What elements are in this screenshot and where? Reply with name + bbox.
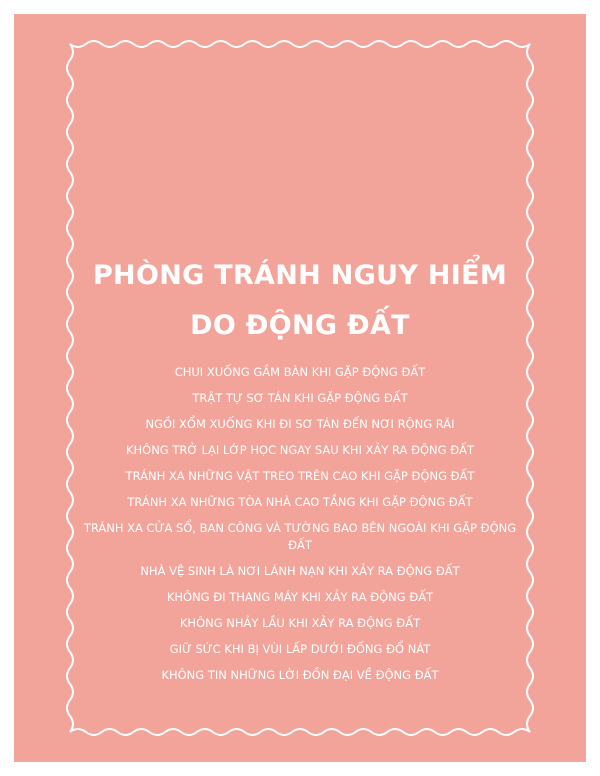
tip-item: KHÔNG TRỞ LẠI LỚP HỌC NGAY SAU KHI XẢY RA ĐỘNG ĐẤT: [125, 443, 475, 457]
tip-item: TRÁNH XA NHỮNG TÒA NHÀ CAO TẦNG KHI GẶP ĐỘNG ĐẤT: [127, 495, 473, 509]
tip-item: KHÔNG NHẢY LẦU KHI XẢY RA ĐỘNG ĐẤT: [179, 615, 421, 630]
tip-item: NHÀ VỆ SINH LÀ NƠI LÁNH NẠN KHI XẢY RA ĐỘNG ĐẤT: [140, 563, 460, 578]
tip-item: TRÁNH XA CỬA SỔ, BAN CÔNG VÀ TƯỜNG BAO BÊN NGOÀI KHI GẶP ĐỘNG ĐẤT: [83, 521, 517, 552]
tip-item: KHÔNG ĐI THANG MÁY KHI XẢY RA ĐỘNG ĐẤT: [166, 589, 434, 604]
poster-title: [14, 251, 586, 351]
tip-item: TRÁNH XA NHỮNG VẬT TREO TRÊN CAO KHI GẶP ĐỘNG ĐẤT: [125, 469, 475, 483]
tip-item: TRẬT TỰ SƠ TÁN KHI GẶP ĐỘNG ĐẤT: [192, 391, 408, 405]
tip-item: CHUI XUỐNG GẦM BÀN KHI GẶP ĐỘNG ĐẤT: [174, 365, 426, 379]
safety-tips-list: [74, 364, 526, 693]
tip-item: GIỮ SỨC KHI BỊ VÙI LẤP DƯỚI ĐỐNG ĐỔ NÁT: [169, 641, 431, 656]
title-line-2: DO ĐỘNG ĐẤT: [190, 310, 410, 341]
tip-item: NGỒI XỔM XUỐNG KHI ĐI SƠ TÁN ĐẾN NƠI RỘNG RÃI: [145, 417, 455, 431]
title-line-1: PHÒNG TRÁNH NGUY HIỂM: [92, 260, 508, 291]
poster: [14, 14, 586, 762]
tip-item: KHÔNG TIN NHỮNG LỜI ĐỒN ĐẠI VỀ ĐỘNG ĐẤT: [161, 667, 439, 682]
